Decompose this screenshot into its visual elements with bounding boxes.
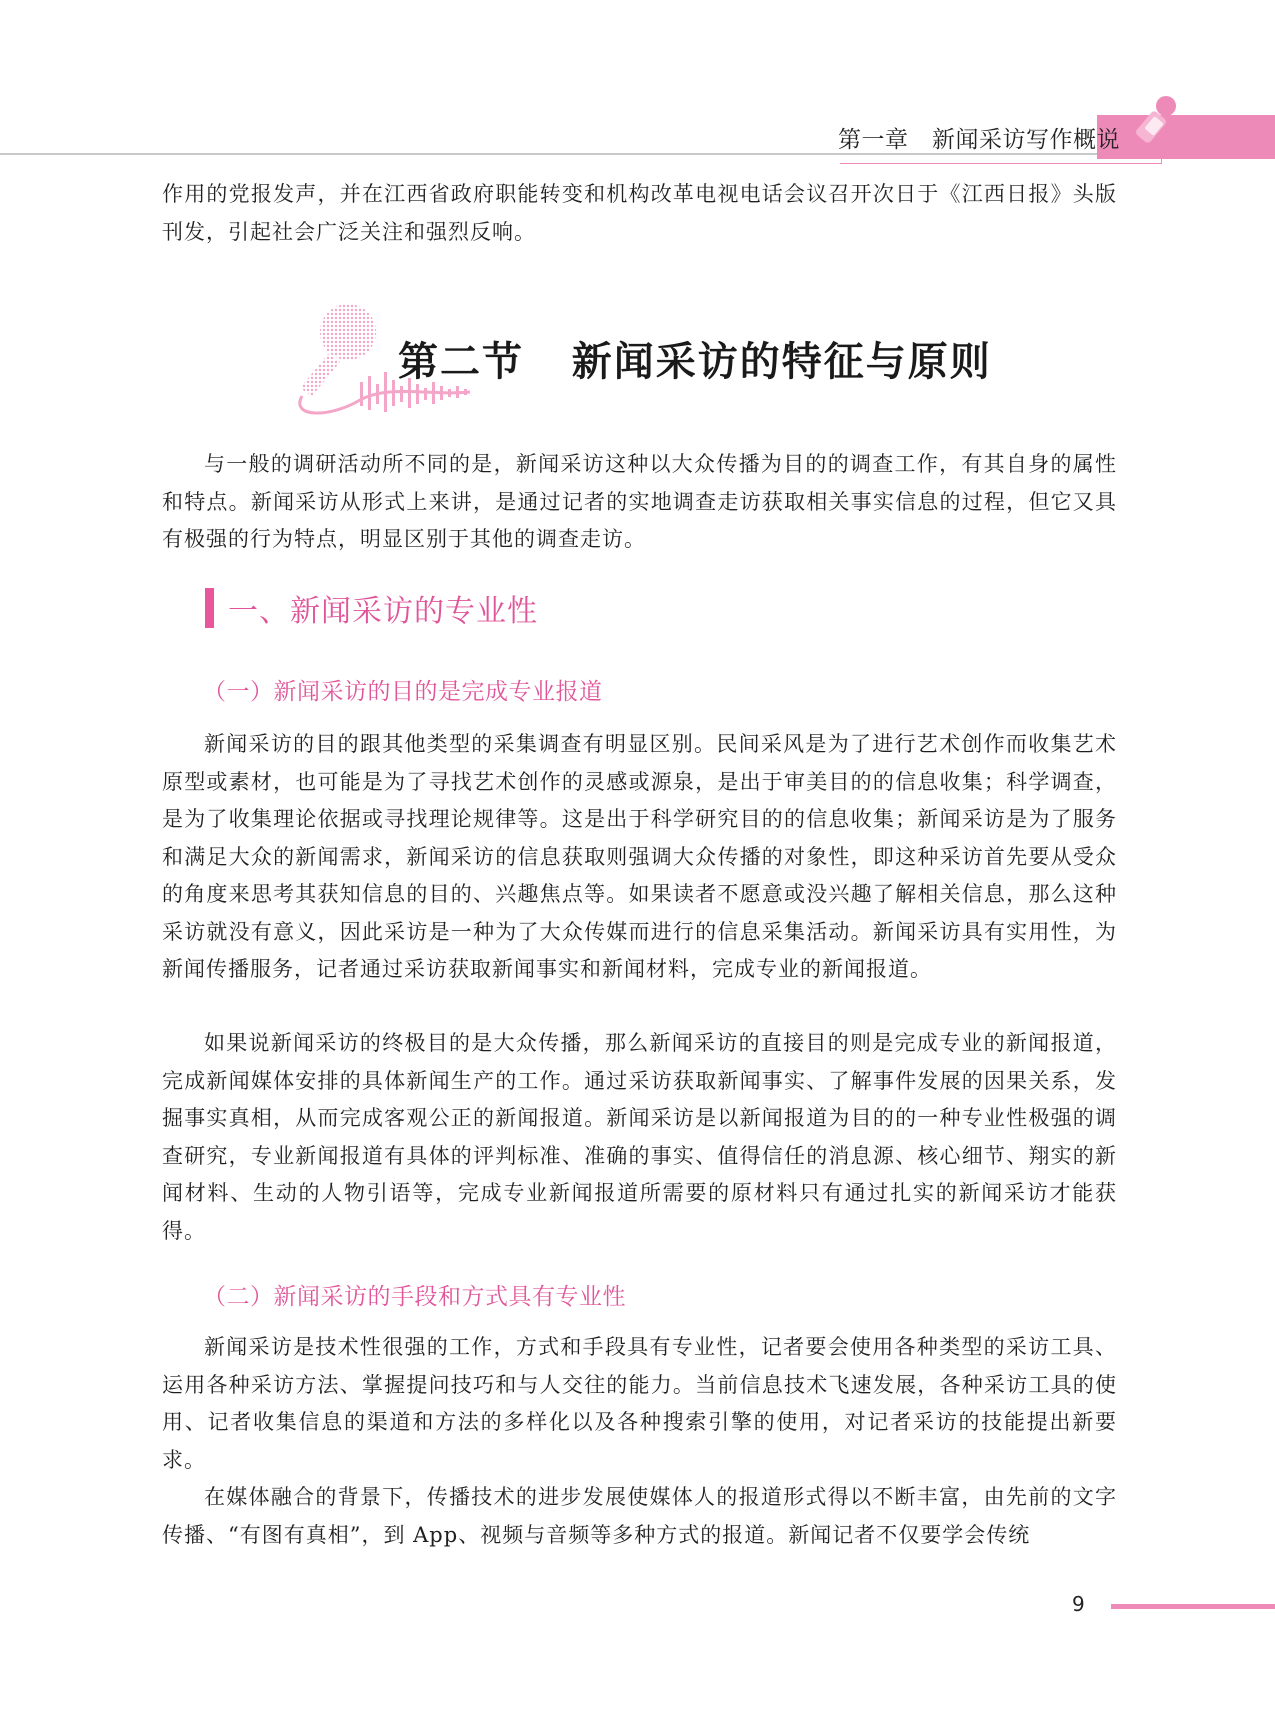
- chapter-number: 第一章: [838, 127, 909, 153]
- footer-accent-bar: [1111, 1604, 1275, 1609]
- running-header: [838, 121, 1120, 154]
- section-number: 第二节: [398, 338, 524, 385]
- section-intro-paragraph: 与一般的调研活动所不同的是，新闻采访这种以大众传播为目的的调查工作，有其自身的属性和特点。新闻采访从形式上来讲，是通过记者的实地调查走访获取相关事实信息的过程，但它又具有极强的行为特点，明显区别于其他的调查走访。: [162, 452, 1117, 551]
- subsection-1-paragraph-2: 如果说新闻采访的终极目的是大众传播，那么新闻采访的直接目的则是完成专业的新闻报道，完成新闻媒体安排的具体新闻生产的工作。通过采访获取新闻事实、了解事件发展的因果关系，发掘事实真相，从而完成客观公正的新闻报道。新闻采访是以新闻报道为目的的一种专业性极强的调查研究，专业新闻报道有具体的评判标准、准确的事实、值得信任的消息源、核心细节、翔实的新闻材料、生动的人物引语等，完成专业新闻报道所需要的原材料只有通过扎实的新闻采访才能获得。: [162, 1031, 1117, 1243]
- microphone-icon: [1128, 92, 1188, 152]
- section-title: [398, 330, 992, 387]
- intro-paragraph: 作用的党报发声，并在江西省政府职能转变和机构改革电视电话会议召开次日于《江西日报》头版刊发，引起社会广泛关注和强烈反响。: [162, 182, 1117, 244]
- subsection-2-heading: （二）新闻采访的手段和方式具有专业性: [203, 1284, 626, 1310]
- subsection-1-heading: （一）新闻采访的目的是完成专业报道: [203, 679, 603, 705]
- subsection-2-paragraph-2: 在媒体融合的背景下，传播技术的进步发展使媒体人的报道形式得以不断丰富，由先前的文字传播、“有图有真相”，到 App、视频与音频等多种方式的报道。新闻记者不仅要学会传统: [162, 1485, 1117, 1547]
- section-name: 新闻采访的特征与原则: [571, 338, 992, 385]
- subsection-2-paragraph-1: 新闻采访是技术性很强的工作，方式和手段具有专业性，记者要会使用各种类型的采访工具、运用各种采访方法、掌握提问技巧和与人交往的能力。当前信息技术飞速发展，各种采访工具的使用、记者收集信息的渠道和方法的多样化以及各种搜索引擎的使用，对记者采访的技能提出新要求。: [162, 1335, 1117, 1472]
- heading-marker-bar: [205, 588, 214, 628]
- page-number: 9: [1072, 1592, 1085, 1616]
- heading-1: 一、新闻采访的专业性: [228, 594, 538, 629]
- subsection-1-paragraph-1: 新闻采访的目的跟其他类型的采集调查有明显区别。民间采风是为了进行艺术创作而收集艺术原型或素材，也可能是为了寻找艺术创作的灵感或源泉，是出于审美目的的信息收集；科学调查，是为了收集理论依据或寻找理论规律等。这是出于科学研究目的的信息收集；新闻采访是为了服务和满足大众的新闻需求，新闻采访的信息获取则强调大众传播的对象性，即这种采访首先要从受众的角度来思考其获知信息的目的、兴趣焦点等。如果读者不愿意或没兴趣了解相关信息，那么这种采访就没有意义，因此采访是一种为了大众传媒而进行的信息采集活动。新闻采访具有实用性，为新闻传播服务，记者通过采访获取新闻事实和新闻材料，完成专业的新闻报道。: [162, 732, 1117, 981]
- chapter-title: 新闻采访写作概说: [931, 127, 1120, 153]
